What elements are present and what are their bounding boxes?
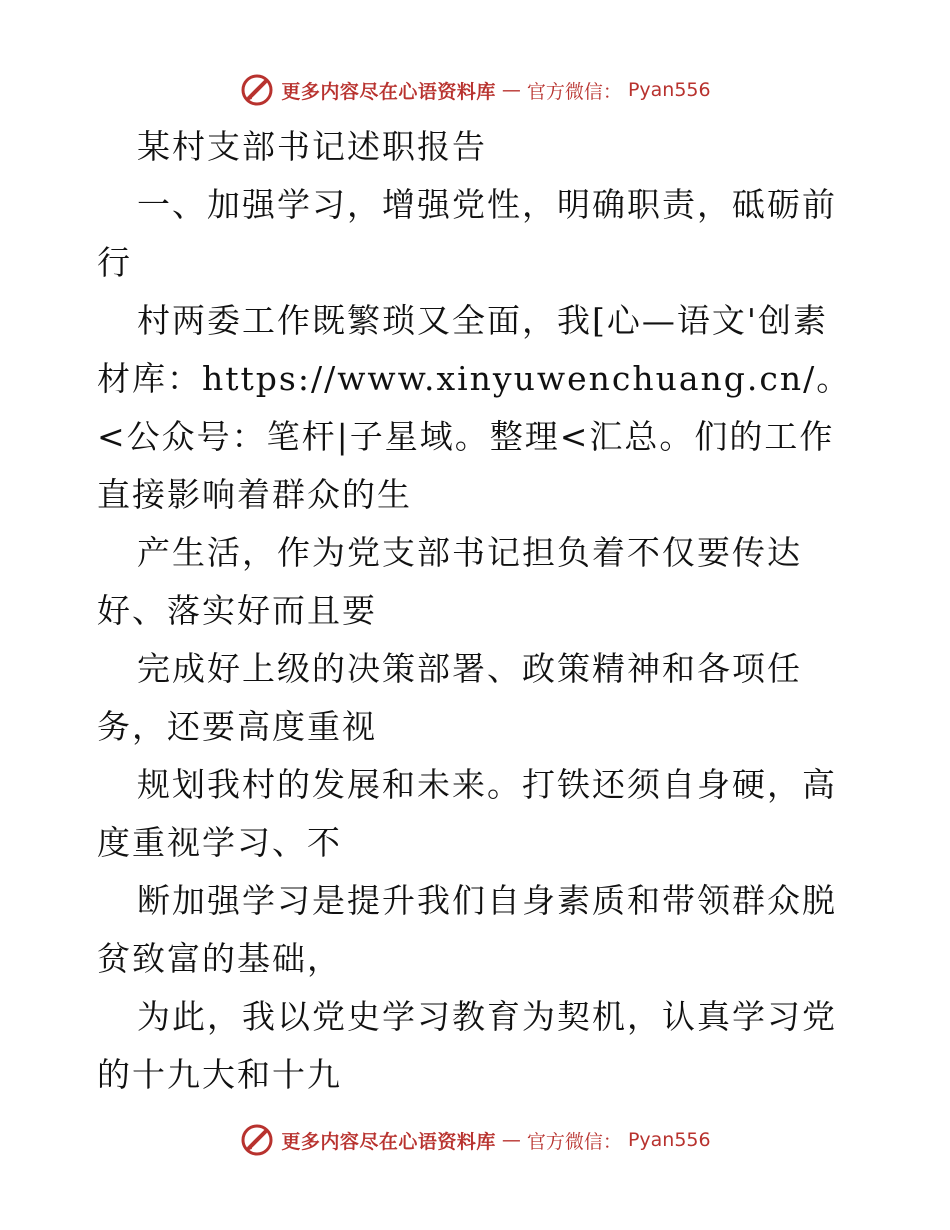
banner-slogan: 更多内容尽在心语资料库: [281, 80, 496, 103]
header-banner: [0, 70, 950, 110]
footer-dash: —: [501, 1129, 521, 1151]
paragraph: 产生活，作为党支部书记担负着不仅要传达好、落实好而且要: [97, 533, 802, 630]
pen-logo-icon: [239, 1122, 275, 1158]
paragraph: 村两委工作既繁琐又全面，我[心—语文'创素材库：https://www.xinyuwenchuang.cn/。<公众号：笔杆|子星域。整理<汇总。们的工作直接影响着群众的生: [97, 301, 852, 514]
footer-slogan: 更多内容尽在心语资料库: [281, 1130, 496, 1153]
section-heading: 一、加强学习，增强党性，明确职责，砥砺前行: [97, 185, 837, 282]
banner-wechat-id: Pyan556: [627, 79, 711, 101]
banner-wechat-label: 官方微信：: [526, 80, 622, 103]
paragraph: 为此，我以党史学习教育为契机，认真学习党的十九大和十九: [97, 997, 837, 1094]
paragraph: 断加强学习是提升我们自身素质和带领群众脱贫致富的基础，: [97, 881, 837, 978]
paragraph: 规划我村的发展和未来。打铁还须自身硬，高度重视学习、不: [97, 765, 837, 862]
document-body: [97, 118, 857, 1104]
pen-logo-icon: [239, 72, 275, 108]
document-title: 某村支部书记述职报告: [137, 127, 487, 166]
footer-wechat-label: 官方微信：: [526, 1130, 622, 1153]
banner-dash: —: [501, 79, 521, 101]
footer-banner: [0, 1120, 950, 1160]
footer-wechat-id: Pyan556: [627, 1129, 711, 1151]
paragraph: 完成好上级的决策部署、政策精神和各项任务，还要高度重视: [97, 649, 802, 746]
